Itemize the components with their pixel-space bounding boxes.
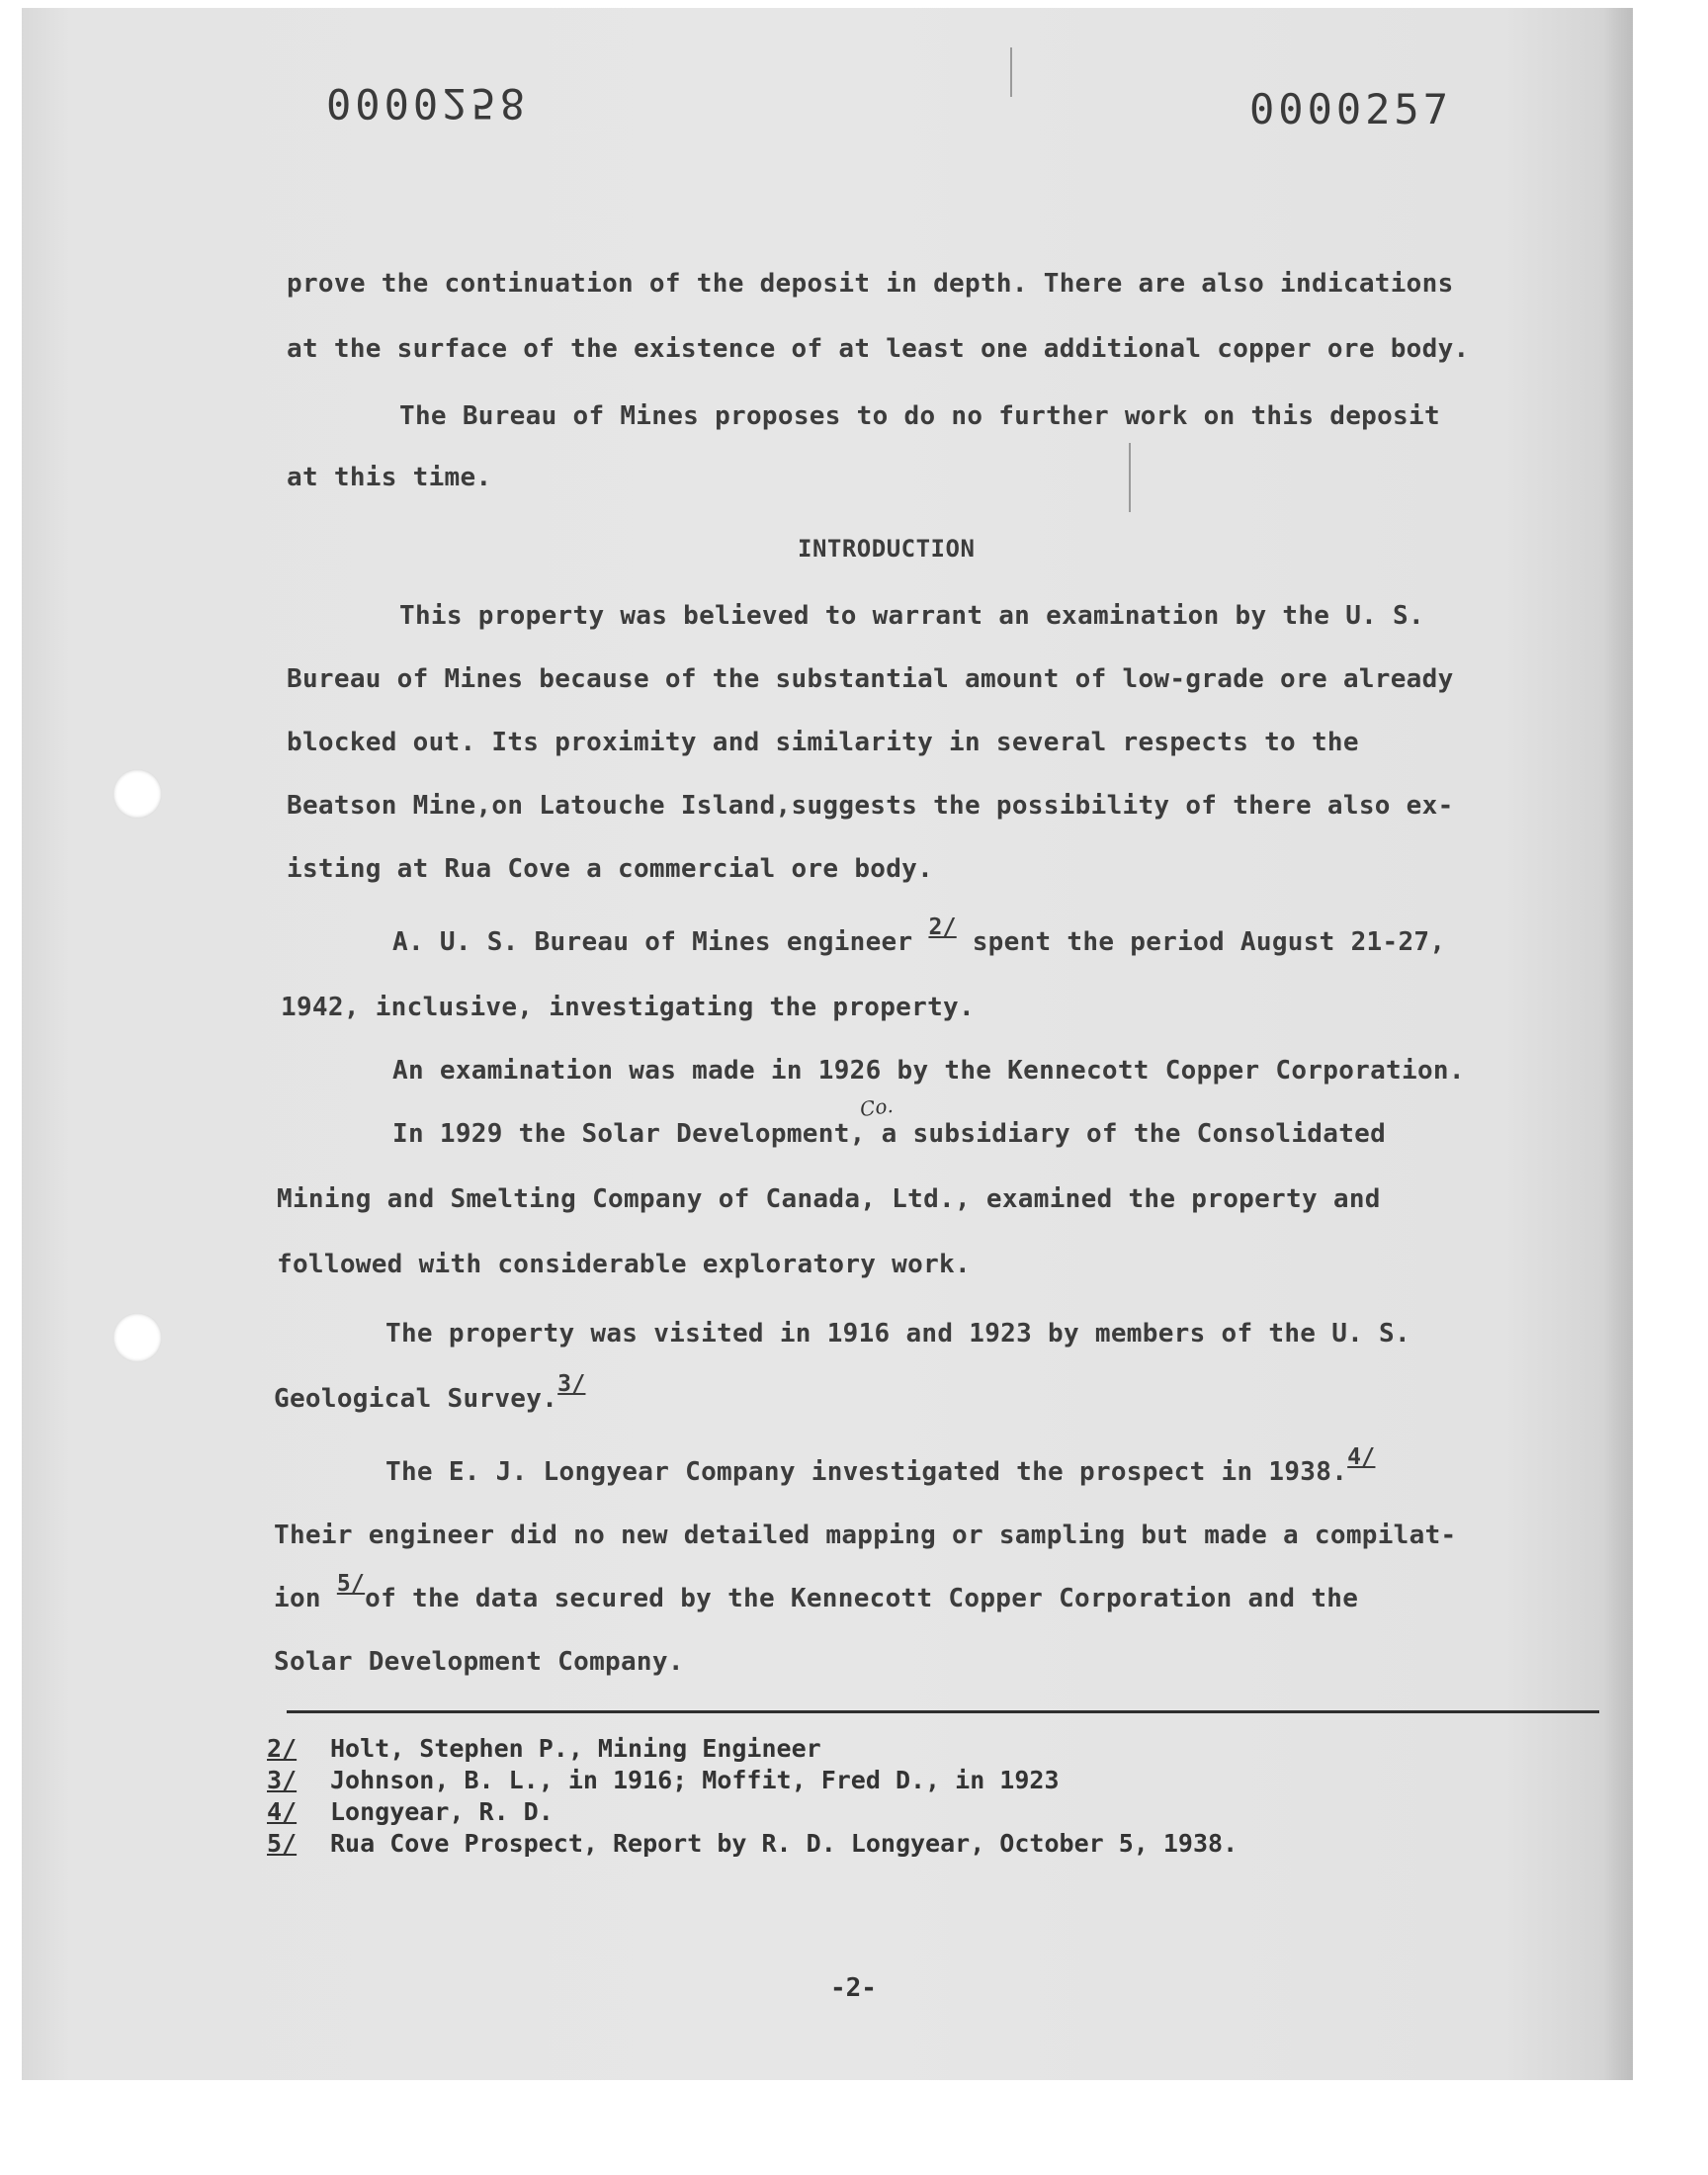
- footnote-number: 3/: [267, 1766, 298, 1794]
- text-fragment: In 1929 the Solar Development: [392, 1119, 850, 1149]
- scan-mark: [1129, 443, 1131, 512]
- scan-mark: [1010, 47, 1012, 97]
- footnote: [267, 1734, 821, 1763]
- footnote-ref: 2/: [928, 914, 957, 940]
- footnote-number: 2/: [267, 1734, 298, 1763]
- scanned-page: [22, 8, 1633, 2080]
- page-number: -2-: [830, 1973, 877, 2003]
- document-stamp-upside-down: 0000258: [326, 79, 530, 128]
- text-line: An examination was made in 1926 by the Kennecott Copper Corporation.: [392, 1056, 1465, 1086]
- text-line: at this time.: [287, 463, 492, 492]
- footnote-number: 5/: [267, 1829, 298, 1858]
- text-line: The property was visited in 1916 and 1923 by members of the U. S.: [385, 1319, 1410, 1348]
- footnote: [267, 1766, 1060, 1794]
- text-line: Mining and Smelting Company of Canada, Ltd., examined the property and: [277, 1184, 1381, 1214]
- punch-hole: [113, 769, 162, 819]
- text-line: [274, 1371, 586, 1414]
- section-heading: INTRODUCTION: [798, 535, 976, 563]
- text-fragment: ion: [274, 1584, 321, 1613]
- document-stamp-number: 0000257: [1249, 85, 1453, 133]
- text-fragment: , a subsidiary of the Consolidated: [849, 1119, 1387, 1149]
- footnote: [267, 1797, 554, 1826]
- text-fragment: of the data secured by the Kennecott Copper Corporation and the: [365, 1584, 1359, 1613]
- text-line: blocked out. Its proximity and similarity in several respects to the: [287, 728, 1359, 757]
- handwritten-annotation: Co.: [858, 1092, 895, 1122]
- text-line: [274, 1571, 1359, 1613]
- footnote-rule: [287, 1710, 1599, 1713]
- footnote-number: 4/: [267, 1797, 298, 1826]
- text-fragment: A. U. S. Bureau of Mines engineer: [392, 927, 913, 957]
- text-line: [385, 1444, 1376, 1487]
- page-edge-shadow: [1603, 8, 1633, 2080]
- text-line: followed with considerable exploratory work.: [277, 1250, 971, 1279]
- text-line: at the surface of the existence of at least one additional copper ore body.: [287, 334, 1470, 364]
- footnote-text: Johnson, B. L., in 1916; Moffit, Fred D., in 1923: [330, 1766, 1060, 1794]
- text-line: [392, 914, 1446, 957]
- text-fragment: The E. J. Longyear Company investigated the prospect in 1938.: [385, 1457, 1348, 1487]
- text-line: Their engineer did no new detailed mapping or sampling but made a compilat-: [274, 1521, 1457, 1550]
- text-fragment: spent the period August 21-27,: [972, 927, 1446, 957]
- footnote-ref: 4/: [1347, 1444, 1376, 1470]
- text-line: The Bureau of Mines proposes to do no further work on this deposit: [399, 401, 1440, 431]
- punch-hole: [113, 1313, 162, 1362]
- footnote-text: Rua Cove Prospect, Report by R. D. Longyear, October 5, 1938.: [330, 1829, 1238, 1858]
- footnote-ref: 5/: [336, 1571, 366, 1597]
- text-line: prove the continuation of the deposit in depth. There are also indications: [287, 269, 1454, 299]
- text-line: isting at Rua Cove a commercial ore body.: [287, 854, 934, 884]
- text-line: Bureau of Mines because of the substantial amount of low-grade ore already: [287, 664, 1454, 694]
- text-fragment: Geological Survey.: [274, 1384, 558, 1414]
- text-line: 1942, inclusive, investigating the property.: [281, 993, 975, 1022]
- footnote-text: Holt, Stephen P., Mining Engineer: [330, 1734, 821, 1763]
- footnote-ref: 3/: [557, 1371, 586, 1397]
- text-line: This property was believed to warrant an examination by the U. S.: [399, 601, 1424, 631]
- footnote: [267, 1829, 1238, 1858]
- text-line: [392, 1119, 1386, 1149]
- text-line: Solar Development Company.: [274, 1647, 684, 1677]
- footnote-text: Longyear, R. D.: [330, 1797, 554, 1826]
- text-line: Beatson Mine,on Latouche Island,suggests the possibility of there also ex-: [287, 791, 1454, 821]
